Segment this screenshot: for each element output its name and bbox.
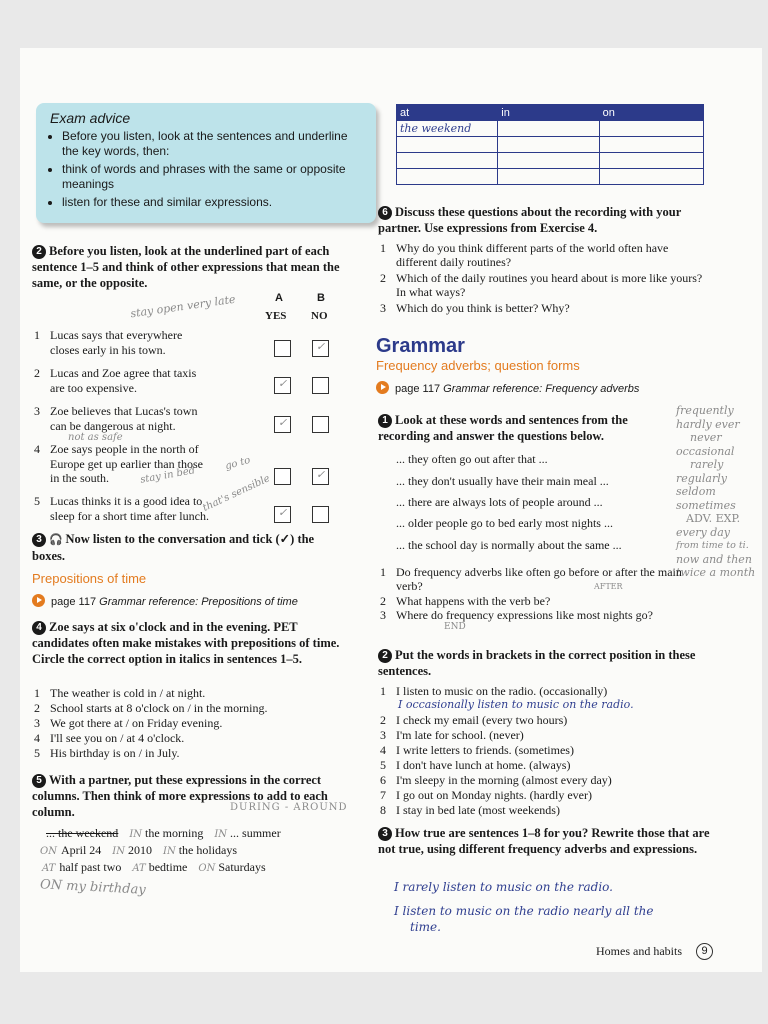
answer-box-a[interactable] bbox=[274, 468, 291, 485]
table-cell[interactable] bbox=[397, 153, 498, 169]
exercise-number-badge: 6 bbox=[378, 206, 392, 220]
exercise-2-instruction: 2 Before you listen, look at the underlined part of each sentence 1–5 and think of other expressions that mean the same, or the opposite. bbox=[32, 244, 340, 290]
answer-box-a[interactable] bbox=[274, 340, 291, 357]
handwritten-note: stay in bed bbox=[139, 465, 197, 486]
g1-question: 3 Where do frequency expressions like most nights go? bbox=[380, 608, 653, 622]
g2-item: 8 I stay in bed late (most weekends) bbox=[380, 803, 560, 817]
answer-box-b[interactable] bbox=[312, 377, 329, 394]
table-header: at bbox=[397, 105, 498, 121]
handwritten-note: ON my birthday bbox=[39, 877, 147, 898]
exercise-number-badge: 3 bbox=[378, 827, 392, 841]
exam-advice-bullet: • listen for these and similar expressions. bbox=[62, 195, 367, 210]
table-header: on bbox=[599, 105, 703, 121]
answer-box-a[interactable]: ✓ bbox=[274, 416, 291, 433]
g1-question: 2 What happens with the verb be? bbox=[380, 594, 551, 608]
ex2-item: 1 Lucas says that everywhere bbox=[34, 328, 183, 342]
g2-item: 7 I go out on Monday nights. (hardly ever) bbox=[380, 788, 592, 802]
handwritten-note: AFTER bbox=[594, 582, 623, 591]
textbook-page bbox=[20, 48, 762, 972]
exercise-3-instruction: 3 🎧 Now listen to the conversation and tick (✓) the boxes. bbox=[32, 532, 315, 563]
table-cell[interactable] bbox=[599, 137, 703, 153]
exercise-4-instruction: 4 Zoe says at six o'clock and in the evening. PET candidates often make mistakes with prepositions of time. Circle the correct option in italics in sentences 1–5. bbox=[32, 620, 340, 666]
ex2-item-cont: are too expensive. bbox=[50, 381, 137, 395]
handwritten-note: DURING - AROUND bbox=[230, 802, 348, 813]
footer-text: Homes and habits bbox=[596, 944, 682, 958]
exam-advice-bullet: • think of words and phrases with the same or opposite meanings bbox=[62, 162, 367, 192]
handwritten-note: not as safe bbox=[68, 432, 123, 443]
grammar-heading: Grammar bbox=[376, 335, 465, 357]
handwritten-answer: I occasionally listen to music on the radio. bbox=[398, 698, 634, 711]
table-cell[interactable] bbox=[498, 153, 599, 169]
ex2-item-cont: Europe get up earlier than those bbox=[50, 457, 203, 471]
column-b-label: B bbox=[317, 292, 325, 304]
grammar-subtitle: Frequency adverbs; question forms bbox=[376, 358, 580, 373]
g1-line: ... they often go out after that ... bbox=[396, 452, 548, 466]
g2-item: 6 I'm sleepy in the morning (almost every day) bbox=[380, 773, 612, 787]
answer-box-b[interactable]: ✓ bbox=[312, 340, 329, 357]
exam-advice-title: Exam advice bbox=[50, 110, 131, 126]
page-number: 9 bbox=[696, 943, 713, 960]
column-a-label: A bbox=[275, 292, 283, 304]
answer-box-b[interactable] bbox=[312, 506, 329, 523]
exercise-number-badge: 2 bbox=[378, 649, 392, 663]
exercise-number-badge: 2 bbox=[32, 245, 46, 259]
table-cell[interactable]: the weekend bbox=[397, 121, 498, 137]
table-cell[interactable] bbox=[498, 121, 599, 137]
ex2-item-cont: in the south. bbox=[50, 471, 109, 485]
at-in-on-table bbox=[396, 104, 704, 185]
table-cell[interactable] bbox=[599, 153, 703, 169]
handwritten-note: stay open very late bbox=[129, 292, 237, 321]
g1-line: ... they don't usually have their main meal ... bbox=[396, 474, 609, 488]
ex4-item: 3 We got there at / on Friday evening. bbox=[34, 716, 223, 730]
handwritten-note: go to bbox=[224, 454, 252, 473]
g1-question: 1 Do frequency adverbs like often go before or after the main verb? bbox=[380, 565, 682, 593]
ex2-item-cont: sleep for a short time after lunch. bbox=[50, 509, 209, 523]
table-cell[interactable] bbox=[397, 137, 498, 153]
ex2-item-cont: closes early in his town. bbox=[50, 343, 166, 357]
grammar-3-instruction: 3 How true are sentences 1–8 for you? Rewrite those that are not true, using different frequency adverbs and expressions. bbox=[378, 826, 710, 856]
g2-item: 5 I don't have lunch at home. (always) bbox=[380, 758, 571, 772]
handwritten-note: that's sensible bbox=[201, 473, 272, 514]
exercise-number-badge: 4 bbox=[32, 621, 46, 635]
ex2-item: 2 Lucas and Zoe agree that taxis bbox=[34, 366, 197, 380]
audio-icon: 🎧 bbox=[49, 534, 66, 546]
exercise-number-badge: 1 bbox=[378, 414, 392, 428]
ex5-row: ON April 24 IN 2010 IN the holidays bbox=[40, 843, 238, 857]
g2-item: 2 I check my email (every two hours) bbox=[380, 713, 568, 727]
handwritten-answer: I rarely listen to music on the radio. bbox=[394, 880, 613, 894]
ex4-item: 5 His birthday is on / in July. bbox=[34, 746, 180, 760]
g2-item: 4 I write letters to friends. (sometimes) bbox=[380, 743, 574, 757]
no-label: NO bbox=[311, 310, 328, 322]
ex6-item: 1 Why do you think different parts of the world often have different daily routines? bbox=[380, 241, 669, 269]
handwritten-answer: I listen to music on the radio nearly all the bbox=[394, 904, 654, 918]
g2-item: 3 I'm late for school. (never) bbox=[380, 728, 524, 742]
table-cell[interactable] bbox=[498, 169, 599, 185]
handwritten-answer: time. bbox=[410, 920, 441, 934]
g1-line: ... the school day is normally about the same ... bbox=[396, 538, 622, 552]
ex2-item-cont: can be dangerous at night. bbox=[50, 419, 176, 433]
ex5-row: AT half past two AT bedtime ON Saturdays bbox=[42, 860, 266, 874]
ex6-item: 2 Which of the daily routines you heard about is more like yours? In what ways? bbox=[380, 271, 703, 299]
exercise-6-instruction: 6 Discuss these questions about the recording with your partner. Use expressions from Exercise 4. bbox=[378, 205, 682, 235]
g2-item: 1 I listen to music on the radio. (occasionally) bbox=[380, 684, 608, 698]
grammar-reference-link[interactable]: page 117 Grammar reference: Frequency adverbs bbox=[376, 381, 639, 395]
handwritten-margin-notes: frequently hardly ever never occasional rarely regularly seldom sometimes ADV. EXP. every day from time to ti. now and then twice a month bbox=[676, 404, 756, 579]
answer-box-a[interactable]: ✓ bbox=[274, 506, 291, 523]
table-cell[interactable] bbox=[599, 169, 703, 185]
g1-line: ... older people go to bed early most nights ... bbox=[396, 516, 613, 530]
table-cell[interactable] bbox=[498, 137, 599, 153]
answer-box-b[interactable] bbox=[312, 416, 329, 433]
play-arrow-icon bbox=[376, 381, 389, 394]
ex2-item: 4 Zoe says people in the north of bbox=[34, 442, 199, 456]
ex4-item: 4 I'll see you on / at 4 o'clock. bbox=[34, 731, 185, 745]
g1-line: ... there are always lots of people around ... bbox=[396, 495, 603, 509]
yes-label: YES bbox=[265, 310, 287, 322]
table-header: in bbox=[498, 105, 599, 121]
table-cell[interactable] bbox=[599, 121, 703, 137]
section-title-prepositions: Prepositions of time bbox=[32, 571, 147, 586]
exercise-number-badge: 5 bbox=[32, 774, 46, 788]
ex2-item: 5 Lucas thinks it is a good idea to bbox=[34, 494, 203, 508]
exam-advice-list bbox=[44, 129, 367, 213]
ex6-item: 3 Which do you think is better? Why? bbox=[380, 301, 570, 315]
grammar-2-instruction: 2 Put the words in brackets in the correct position in these sentences. bbox=[378, 648, 696, 678]
answer-box-a[interactable]: ✓ bbox=[274, 377, 291, 394]
ex5-row: ... the weekend IN the morning IN ... summer bbox=[46, 826, 281, 840]
exam-advice-box bbox=[36, 103, 376, 223]
ex4-item: 2 School starts at 8 o'clock on / in the morning. bbox=[34, 701, 268, 715]
handwritten-note: END bbox=[444, 622, 466, 632]
grammar-1-instruction: 1 Look at these words and sentences from the recording and answer the questions below. bbox=[378, 413, 628, 443]
ex2-item: 3 Zoe believes that Lucas's town bbox=[34, 404, 198, 418]
ex4-item: 1 The weather is cold in / at night. bbox=[34, 686, 206, 700]
answer-box-b[interactable]: ✓ bbox=[312, 468, 329, 485]
grammar-reference-link[interactable]: page 117 Grammar reference: Prepositions of time bbox=[32, 594, 298, 608]
play-arrow-icon bbox=[32, 594, 45, 607]
table-cell[interactable] bbox=[397, 169, 498, 185]
exercise-5-instruction: 5 With a partner, put these expressions in the correct columns. Then think of more expressions to add to each column. bbox=[32, 773, 328, 819]
exercise-number-badge: 3 bbox=[32, 533, 46, 547]
exam-advice-bullet: • Before you listen, look at the sentences and underline the key words, then: bbox=[62, 129, 367, 159]
